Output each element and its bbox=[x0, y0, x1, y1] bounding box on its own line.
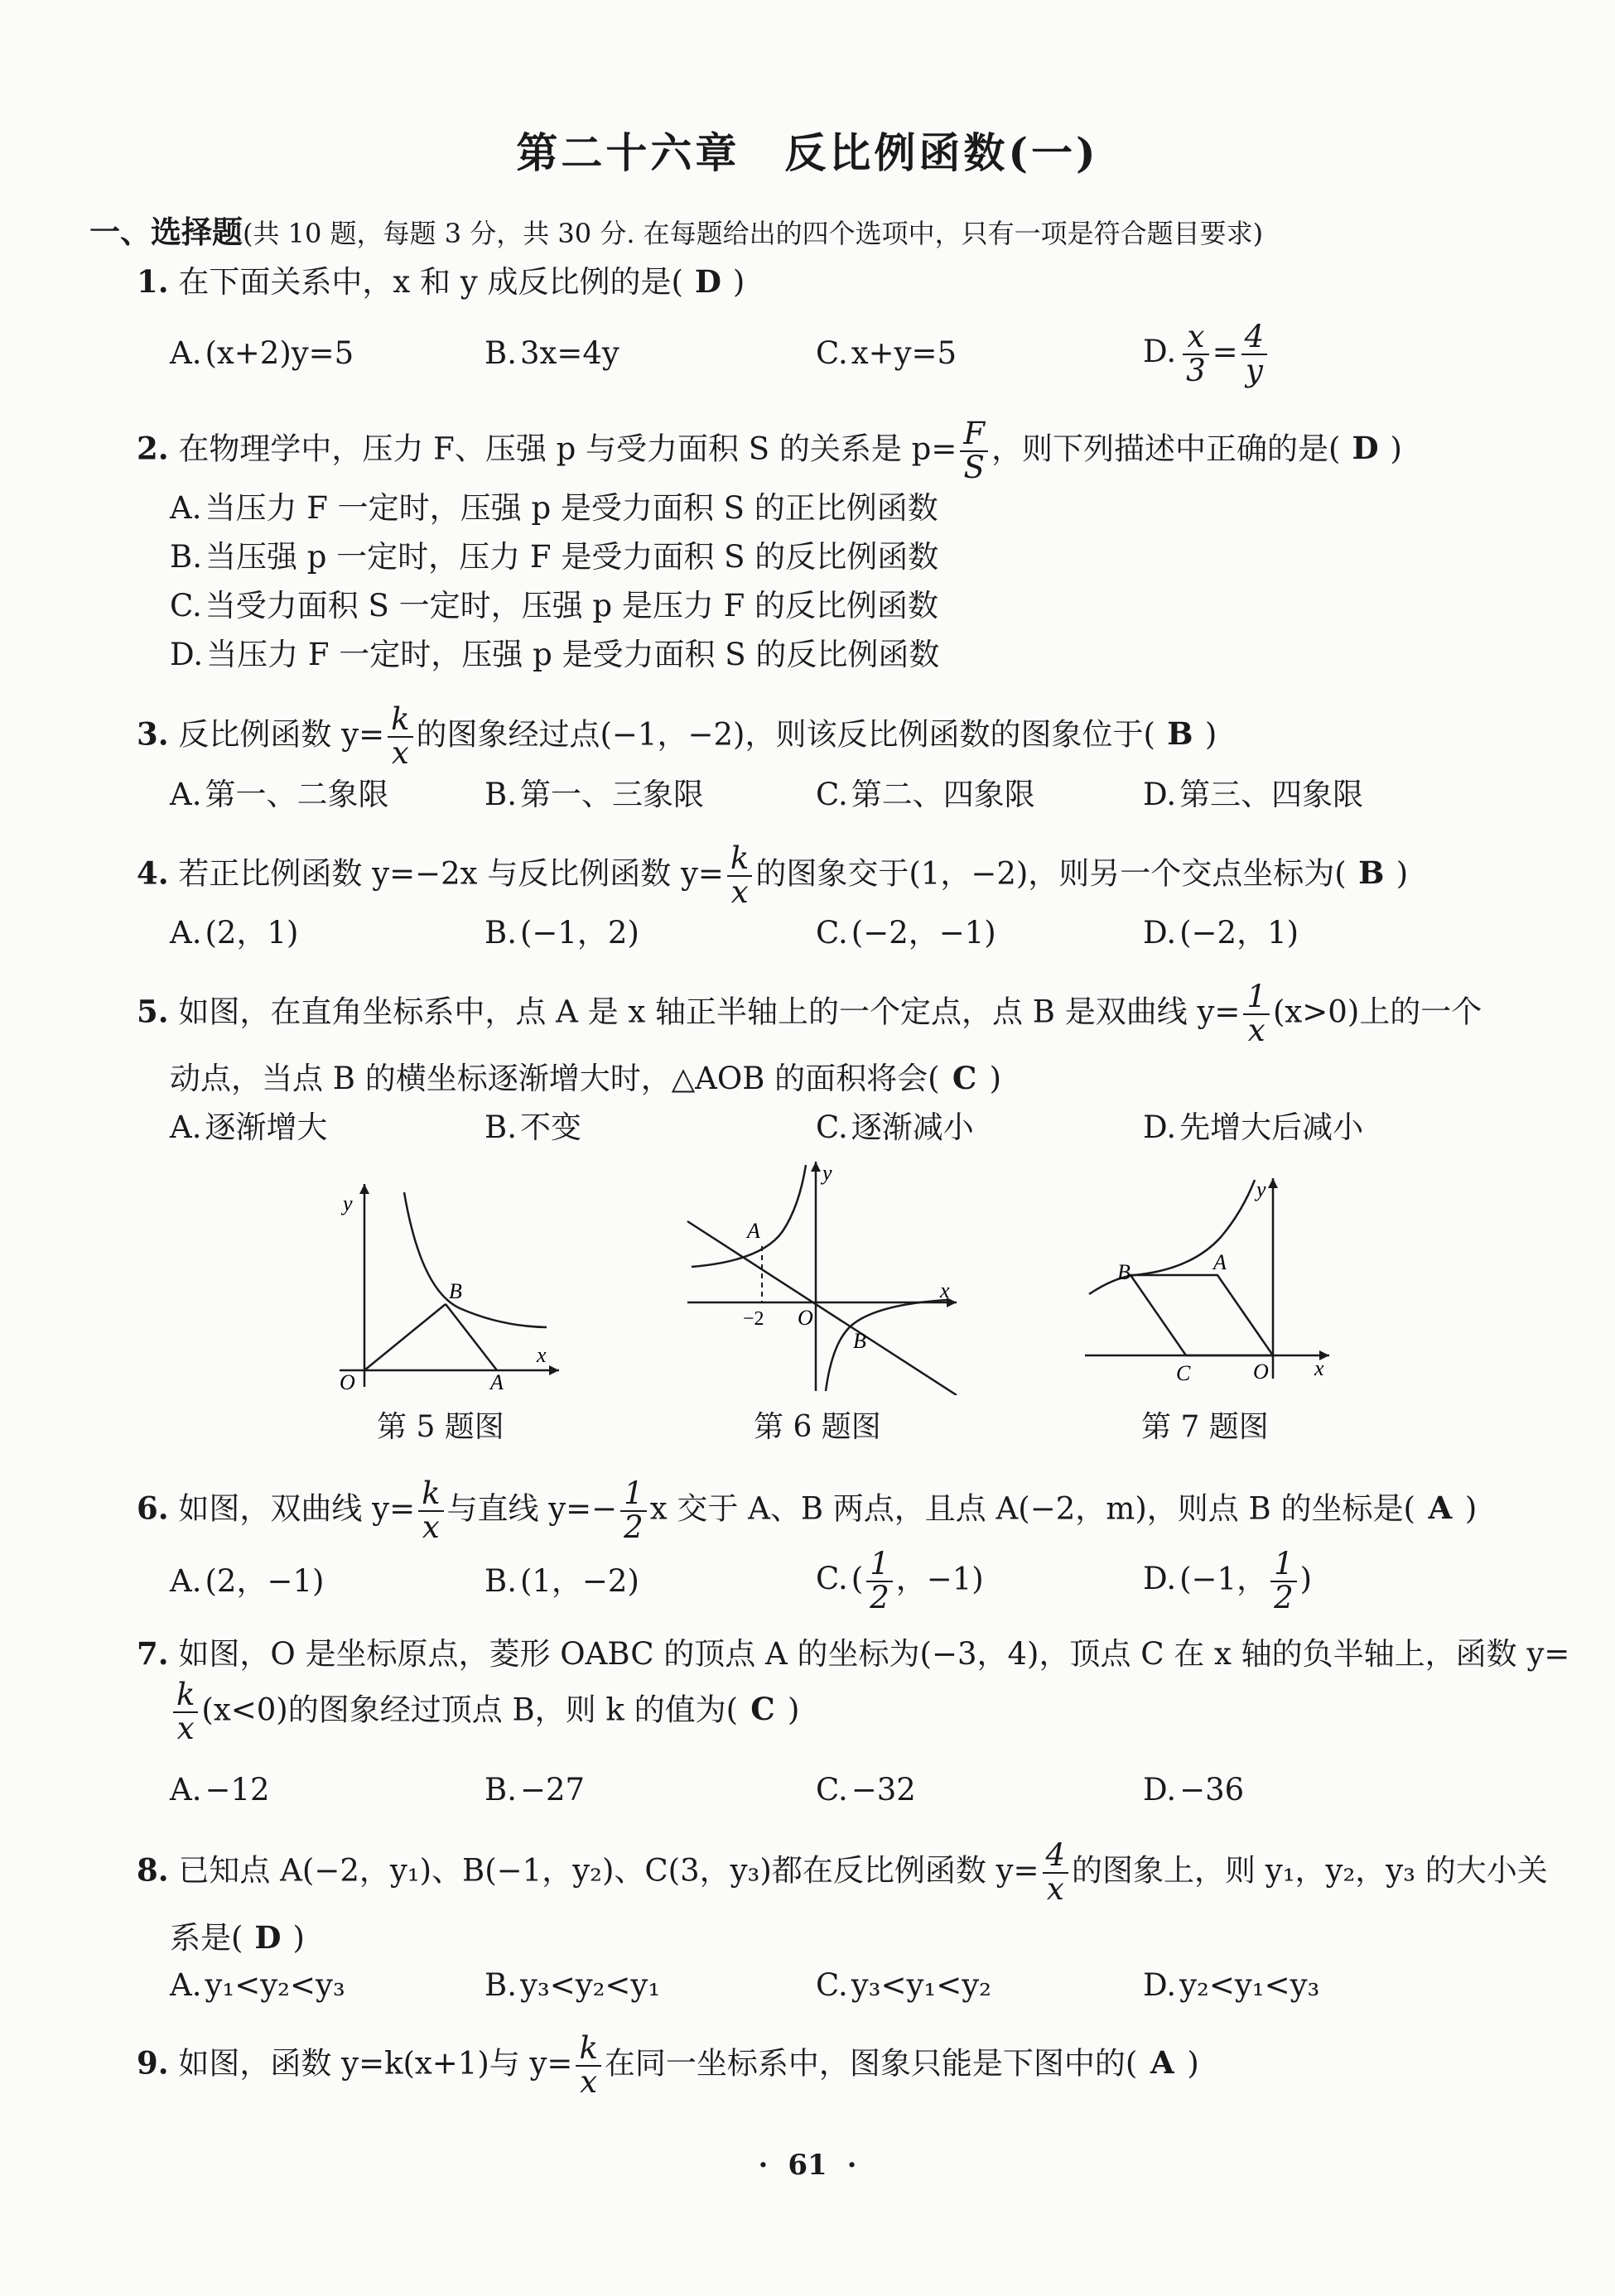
question-text: 系是( bbox=[170, 1920, 243, 1956]
option-b bbox=[485, 1109, 581, 1146]
option-label: B. bbox=[485, 777, 517, 812]
option-text: 第三、四象限 bbox=[1179, 777, 1364, 812]
option-c bbox=[816, 777, 1035, 813]
option-text: 逐渐减小 bbox=[851, 1109, 974, 1145]
option-b bbox=[170, 539, 938, 575]
option-text: −36 bbox=[1179, 1772, 1245, 1807]
question-number: 6. bbox=[137, 1490, 169, 1527]
option-label: C. bbox=[816, 1109, 848, 1145]
answer: B bbox=[1358, 854, 1385, 892]
option-d bbox=[1143, 1109, 1363, 1146]
option-text: (2，1) bbox=[205, 915, 299, 951]
option-c bbox=[816, 915, 996, 951]
option-label: C. bbox=[816, 777, 848, 812]
option-text: (−2，−1) bbox=[851, 915, 996, 951]
option-c bbox=[170, 588, 938, 624]
equals: = bbox=[1212, 334, 1238, 370]
option-label: A. bbox=[170, 777, 202, 812]
question-4 bbox=[137, 840, 1409, 910]
figure-caption: 第 7 题图 bbox=[1141, 1410, 1269, 1444]
page-number bbox=[0, 2149, 1615, 2182]
option-a bbox=[170, 1967, 345, 2004]
option-b bbox=[485, 1772, 585, 1808]
option-d bbox=[1143, 321, 1270, 387]
question-text: 的图象上，则 y₁，y₂，y₃ 的大小关 bbox=[1072, 1852, 1548, 1889]
question-text: 在下面关系中，x 和 y 成反比例的是( bbox=[178, 264, 683, 300]
x-label: x bbox=[940, 1278, 950, 1302]
paren-close: ) bbox=[989, 1061, 1002, 1096]
question-number: 2. bbox=[137, 430, 169, 467]
answer: A bbox=[1150, 2044, 1174, 2082]
y-label: y bbox=[1256, 1177, 1266, 1201]
option-label: B. bbox=[485, 1967, 517, 2003]
question-6 bbox=[137, 1475, 1478, 1545]
option-text: (1，−2) bbox=[519, 1563, 639, 1599]
option-label: B. bbox=[170, 539, 202, 575]
frac-den: 2 bbox=[1274, 1579, 1294, 1615]
option-text: 第二、四象限 bbox=[851, 777, 1035, 812]
origin-label: O bbox=[340, 1370, 355, 1391]
question-number: 5. bbox=[137, 993, 169, 1030]
fraction bbox=[388, 701, 412, 771]
option-text: −32 bbox=[851, 1772, 916, 1807]
question-5 bbox=[137, 981, 1482, 1047]
y-label: y bbox=[343, 1191, 353, 1215]
question-text: 动点，当点 B 的横坐标逐渐增大时，△AOB 的面积将会( bbox=[170, 1061, 940, 1096]
frac-num: x bbox=[1183, 321, 1209, 355]
option-d bbox=[170, 637, 939, 673]
option-label: B. bbox=[485, 335, 517, 371]
option-label: C. bbox=[816, 1561, 848, 1597]
question-7-cont bbox=[170, 1679, 799, 1745]
frac-num: 1 bbox=[620, 1478, 647, 1512]
option-text: y₃<y₁<y₂ bbox=[851, 1967, 991, 2003]
question-text: 的图象经过点(−1，−2)，则该反比例函数的图象位于( bbox=[416, 716, 1155, 753]
option-a bbox=[170, 335, 354, 372]
question-text: 反比例函数 y= bbox=[178, 716, 385, 753]
frac-den: x bbox=[580, 2063, 598, 2100]
frac-den: S bbox=[963, 449, 985, 485]
frac-den: x bbox=[176, 1710, 195, 1746]
option-d bbox=[1143, 915, 1299, 951]
frac-den: x bbox=[1247, 1012, 1265, 1048]
option-label: B. bbox=[485, 1109, 517, 1145]
option-label: B. bbox=[485, 1563, 517, 1599]
question-text: x 交于 A、B 两点，且点 A(−2，m)，则点 B 的坐标是( bbox=[649, 1490, 1415, 1527]
point-b-label: B bbox=[449, 1279, 462, 1303]
question-text: 的图象交于(1，−2)，则另一个交点坐标为( bbox=[755, 855, 1347, 892]
point-b-label: B bbox=[1117, 1260, 1130, 1284]
paren-close: ) bbox=[292, 1920, 305, 1956]
chapter-title: 第二十六章 反比例函数(一) bbox=[516, 128, 1099, 177]
question-text: 如图，函数 y=k(x+1)与 y= bbox=[178, 2045, 573, 2082]
rhombus-oabc bbox=[1130, 1275, 1273, 1355]
option-label: D. bbox=[1143, 915, 1177, 951]
fraction bbox=[960, 418, 988, 484]
answer: D bbox=[254, 1919, 282, 1956]
x-axis-arrow bbox=[549, 1365, 559, 1375]
option-b bbox=[485, 335, 619, 372]
fraction bbox=[727, 840, 752, 910]
line-y-neg-half-x bbox=[687, 1221, 957, 1395]
option-d bbox=[1143, 777, 1363, 813]
frac-num: k bbox=[727, 843, 752, 877]
option-label: C. bbox=[170, 588, 202, 623]
figure-q6 bbox=[683, 1155, 965, 1395]
y-axis-arrow bbox=[811, 1162, 821, 1172]
frac-den: x bbox=[730, 874, 749, 910]
option-a bbox=[170, 915, 298, 951]
section-head: 一、选择题 bbox=[89, 214, 243, 250]
answer: D bbox=[1352, 430, 1379, 467]
option-text: (x+2)y=5 bbox=[205, 335, 354, 371]
x-label: x bbox=[537, 1343, 547, 1367]
hyperbola bbox=[1089, 1180, 1255, 1294]
point-b-label: B bbox=[853, 1329, 866, 1353]
point-a-label: A bbox=[747, 1219, 760, 1243]
frac-den: 3 bbox=[1186, 352, 1206, 388]
option-c bbox=[816, 1772, 916, 1808]
question-text: 如图，双曲线 y= bbox=[178, 1490, 416, 1527]
option-label: D. bbox=[1143, 1561, 1177, 1597]
option-text: x+y=5 bbox=[851, 335, 957, 371]
option-a bbox=[170, 1563, 324, 1600]
question-text: 若正比例函数 y=−2x 与反比例函数 y= bbox=[178, 855, 724, 892]
figure-caption: 第 5 题图 bbox=[377, 1410, 504, 1444]
option-label: A. bbox=[170, 1563, 202, 1599]
option-label: A. bbox=[170, 1772, 202, 1807]
answer: A bbox=[1428, 1490, 1453, 1527]
option-b bbox=[485, 1563, 639, 1600]
option-text: 当压强 p 一定时，压力 F 是受力面积 S 的反比例函数 bbox=[205, 539, 939, 575]
y-axis-arrow bbox=[1268, 1178, 1278, 1188]
option-c bbox=[816, 1548, 984, 1615]
fraction bbox=[866, 1548, 893, 1615]
section-header bbox=[89, 214, 1263, 251]
question-number: 9. bbox=[137, 2044, 169, 2082]
question-number: 7. bbox=[137, 1635, 169, 1672]
y-label: y bbox=[822, 1161, 832, 1185]
answer: C bbox=[952, 1060, 977, 1096]
question-number: 4. bbox=[137, 854, 169, 892]
answer: D bbox=[694, 263, 721, 300]
fraction bbox=[1183, 321, 1209, 387]
paren-close: ) bbox=[1390, 431, 1402, 467]
option-b bbox=[485, 1967, 660, 2004]
section-desc: (共 10 题，每题 3 分，共 30 分. 在每题给出的四个选项中，只有一项是符合题目要求) bbox=[243, 218, 1264, 249]
page-mark-right: · bbox=[846, 2149, 857, 2182]
option-text: 逐渐增大 bbox=[205, 1109, 328, 1145]
option-label: A. bbox=[170, 1109, 202, 1145]
frac-den: x bbox=[1046, 1870, 1064, 1907]
y-axis-arrow bbox=[359, 1184, 369, 1194]
option-d bbox=[1143, 1967, 1319, 2004]
question-text: (x<0)的图象经过顶点 B，则 k 的值为( bbox=[201, 1692, 739, 1728]
option-label: C. bbox=[816, 1772, 848, 1807]
frac-num: 1 bbox=[866, 1548, 893, 1582]
option-a bbox=[170, 1772, 270, 1808]
option-b bbox=[485, 915, 639, 951]
option-text: (2，−1) bbox=[205, 1563, 325, 1599]
option-label: A. bbox=[170, 1967, 202, 2003]
fraction bbox=[576, 2030, 600, 2100]
paren-close: ) bbox=[1187, 2045, 1199, 2082]
fraction bbox=[1241, 321, 1268, 387]
hyperbola-branch-2 bbox=[692, 1165, 806, 1267]
option-label: D. bbox=[1143, 1772, 1177, 1807]
option-label: C. bbox=[816, 1967, 848, 2003]
option-label: D. bbox=[1143, 1109, 1177, 1145]
paren-close: ) bbox=[788, 1692, 800, 1728]
question-7 bbox=[137, 1635, 1569, 1673]
option-text: −27 bbox=[519, 1772, 586, 1807]
option-text: 当受力面积 S 一定时，压强 p 是压力 F 的反比例函数 bbox=[205, 588, 939, 623]
option-b bbox=[485, 777, 704, 813]
option-text: 当压力 F 一定时，压强 p 是受力面积 S 的正比例函数 bbox=[205, 490, 938, 526]
fraction bbox=[620, 1475, 647, 1545]
frac-den: 2 bbox=[870, 1579, 889, 1615]
frac-num: 1 bbox=[1270, 1548, 1297, 1582]
option-label: B. bbox=[485, 915, 517, 951]
question-5-cont bbox=[170, 1060, 1001, 1097]
fraction bbox=[1243, 981, 1270, 1047]
fraction bbox=[1043, 1837, 1069, 1907]
paren-close: ) bbox=[1204, 716, 1217, 753]
question-8 bbox=[137, 1837, 1548, 1907]
question-text: ，则下列描述中正确的是( bbox=[991, 431, 1341, 467]
option-text: ) bbox=[1299, 1561, 1313, 1597]
option-label: D. bbox=[1143, 334, 1177, 370]
segment-ob bbox=[364, 1304, 446, 1370]
frac-num: k bbox=[418, 1478, 443, 1512]
frac-num: k bbox=[576, 2033, 600, 2067]
question-number: 1. bbox=[137, 263, 169, 300]
option-a bbox=[170, 1109, 327, 1146]
option-text: (−2，1) bbox=[1179, 915, 1299, 951]
question-number: 3. bbox=[137, 715, 169, 753]
option-text: ( bbox=[851, 1561, 864, 1597]
fraction bbox=[1270, 1548, 1297, 1615]
point-a-label: A bbox=[490, 1370, 504, 1391]
option-text: 3x=4y bbox=[519, 335, 619, 371]
paren-close: ) bbox=[732, 264, 745, 300]
option-d bbox=[1143, 1772, 1244, 1808]
question-text: 在同一坐标系中，图象只能是下图中的( bbox=[604, 2045, 1138, 2082]
option-d bbox=[1143, 1548, 1312, 1615]
option-text: −12 bbox=[205, 1772, 270, 1807]
option-label: A. bbox=[170, 915, 202, 951]
frac-num: 4 bbox=[1043, 1840, 1069, 1874]
option-label: D. bbox=[1143, 1967, 1177, 2003]
question-3 bbox=[137, 701, 1217, 771]
frac-num: 4 bbox=[1241, 321, 1268, 355]
option-text: 先增大后减小 bbox=[1179, 1109, 1364, 1145]
question-text: 与直线 y=− bbox=[446, 1490, 618, 1527]
option-text: (−1， bbox=[1179, 1561, 1268, 1597]
point-c-label: C bbox=[1176, 1361, 1191, 1385]
page-mark-left: · bbox=[758, 2149, 769, 2182]
option-label: C. bbox=[816, 915, 848, 951]
figure-q7 bbox=[1081, 1172, 1338, 1387]
option-label: A. bbox=[170, 490, 202, 526]
frac-num: F bbox=[960, 418, 988, 452]
option-c bbox=[816, 335, 957, 372]
hyperbola bbox=[404, 1192, 547, 1327]
question-number: 8. bbox=[137, 1851, 169, 1889]
question-9 bbox=[137, 2030, 1199, 2100]
page-number-value: 61 bbox=[788, 2149, 827, 2182]
option-text: y₂<y₁<y₃ bbox=[1179, 1967, 1320, 2003]
option-text: 不变 bbox=[519, 1109, 581, 1145]
question-text: 已知点 A(−2，y₁)、B(−1，y₂)、C(3，y₃)都在反比例函数 y= bbox=[178, 1852, 1039, 1889]
x-label: x bbox=[1314, 1356, 1324, 1380]
fraction bbox=[418, 1475, 443, 1545]
question-2 bbox=[137, 418, 1402, 484]
tick-minus-two: −2 bbox=[743, 1308, 764, 1330]
question-8-cont bbox=[170, 1919, 305, 1957]
question-text: 在物理学中，压力 F、压强 p 与受力面积 S 的关系是 p= bbox=[178, 431, 957, 467]
figure-q5 bbox=[331, 1176, 563, 1391]
frac-den: y bbox=[1245, 352, 1263, 388]
origin-label: O bbox=[798, 1306, 813, 1330]
option-label: C. bbox=[816, 335, 848, 371]
question-1 bbox=[137, 263, 745, 301]
figure-caption: 第 6 题图 bbox=[754, 1410, 881, 1444]
question-text: 如图，在直角坐标系中，点 A 是 x 轴正半轴上的一个定点，点 B 是双曲线 y= bbox=[178, 994, 1241, 1030]
option-label: A. bbox=[170, 335, 202, 371]
option-label: D. bbox=[1143, 777, 1177, 812]
option-text: y₁<y₂<y₃ bbox=[205, 1967, 345, 2003]
option-a bbox=[170, 777, 388, 813]
question-text: 如图，O 是坐标原点，菱形 OABC 的顶点 A 的坐标为(−3，4)，顶点 C 在 x 轴的负半轴上，函数 y= bbox=[178, 1636, 1570, 1672]
frac-num: k bbox=[388, 704, 412, 738]
frac-den: x bbox=[391, 734, 409, 771]
option-text: 第一、二象限 bbox=[205, 777, 389, 812]
frac-num: 1 bbox=[1243, 981, 1270, 1015]
frac-den: x bbox=[422, 1509, 440, 1545]
option-text: 第一、三象限 bbox=[519, 777, 704, 812]
frac-den: 2 bbox=[624, 1509, 644, 1545]
option-text: ，−1) bbox=[895, 1561, 984, 1597]
fraction bbox=[173, 1679, 198, 1745]
option-label: D. bbox=[170, 637, 204, 672]
point-a-label: A bbox=[1213, 1250, 1227, 1274]
option-c bbox=[816, 1109, 974, 1146]
question-text: (x>0)上的一个 bbox=[1272, 994, 1482, 1030]
option-a bbox=[170, 490, 938, 527]
option-text: 当压力 F 一定时，压强 p 是受力面积 S 的反比例函数 bbox=[206, 637, 940, 672]
paren-close: ) bbox=[1464, 1490, 1478, 1527]
option-text: y₃<y₂<y₁ bbox=[519, 1967, 661, 2003]
paren-close: ) bbox=[1396, 855, 1409, 892]
origin-label: O bbox=[1253, 1360, 1269, 1384]
option-text: (−1，2) bbox=[519, 915, 639, 951]
frac-num: k bbox=[173, 1679, 198, 1713]
answer: B bbox=[1167, 715, 1193, 753]
option-c bbox=[816, 1967, 991, 2004]
answer: C bbox=[750, 1691, 775, 1728]
option-label: B. bbox=[485, 1772, 517, 1807]
